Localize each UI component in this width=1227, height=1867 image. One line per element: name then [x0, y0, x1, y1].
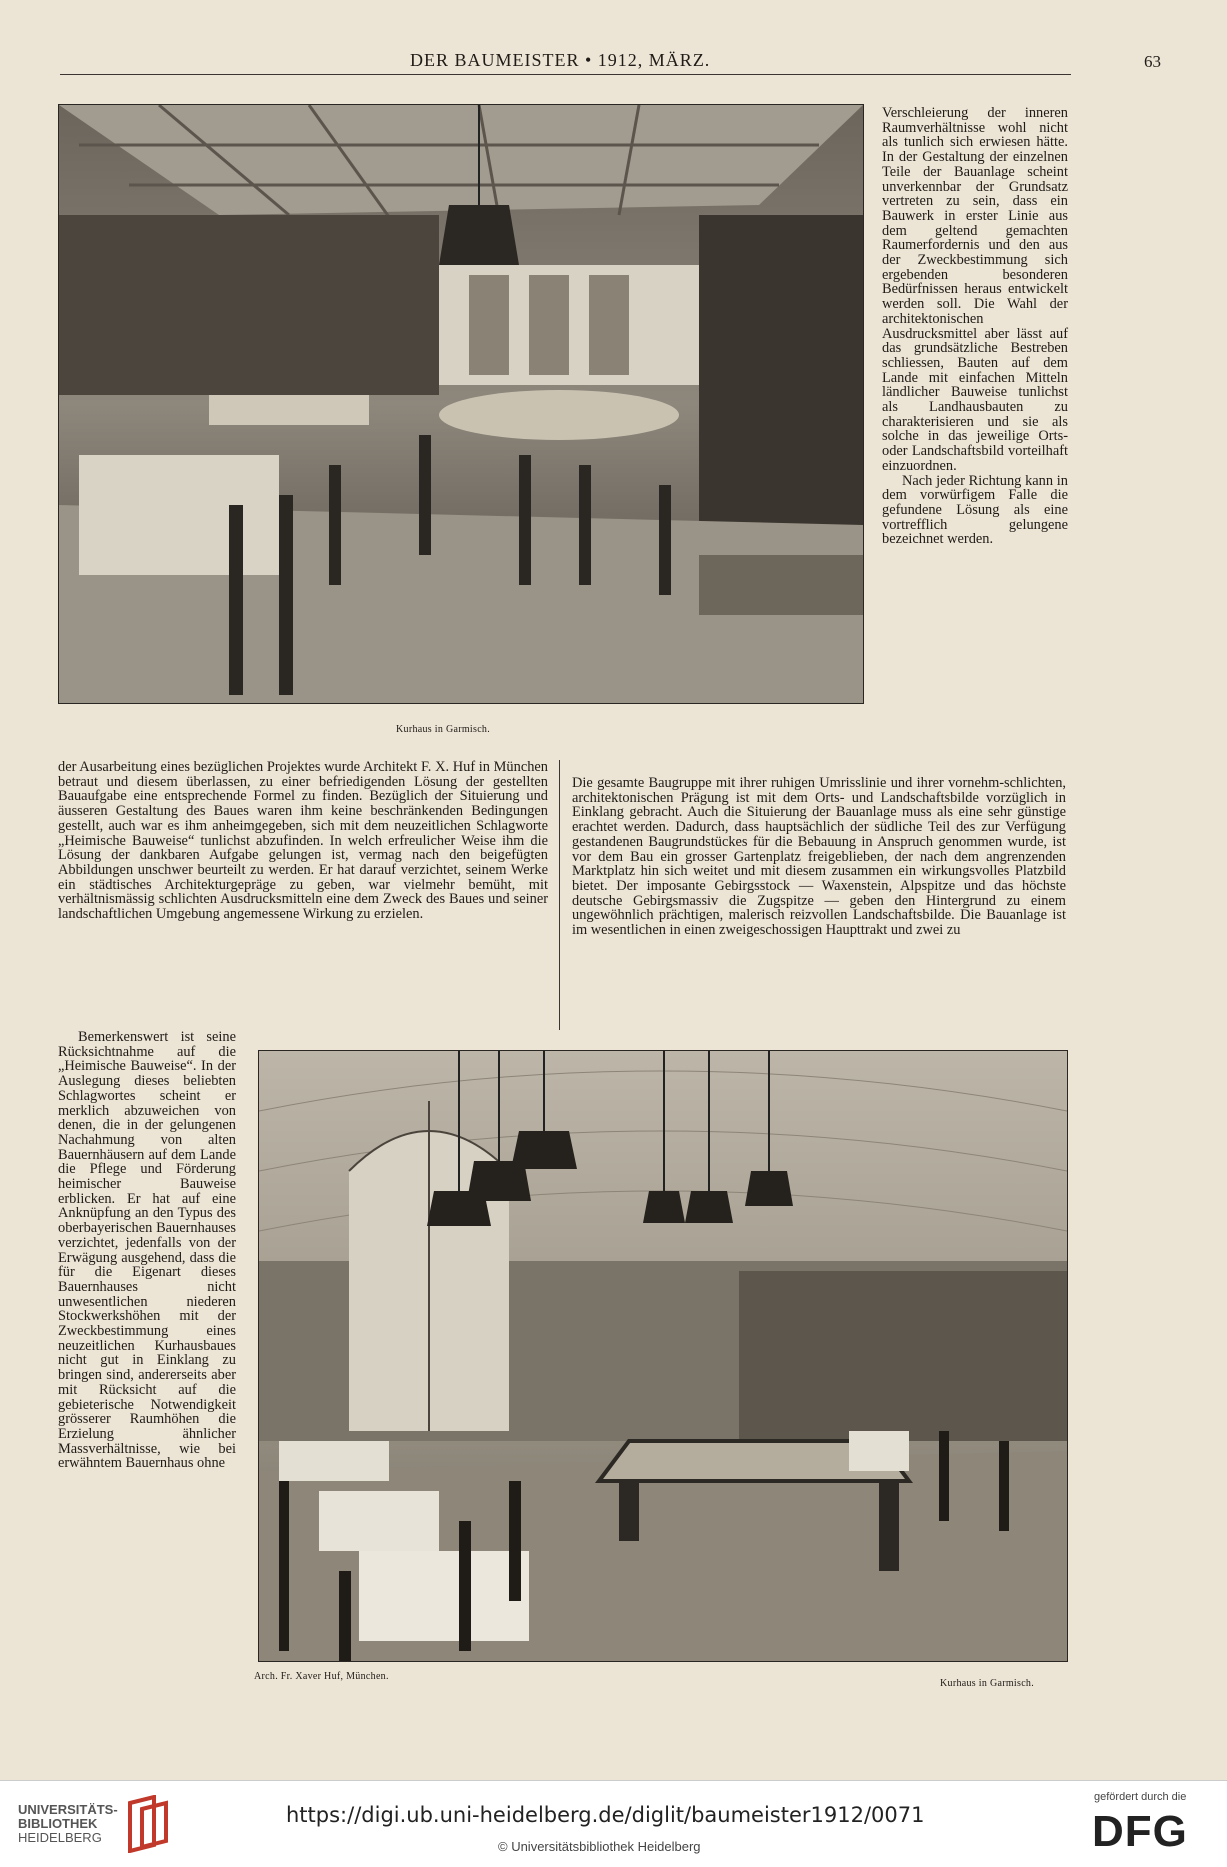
text-middle-left [58, 760, 548, 922]
library-name-line: HEIDELBERG [18, 1830, 102, 1845]
photo-dining-room [58, 104, 864, 704]
photo-billiard-hall [258, 1050, 1068, 1662]
caption-top-photo: Kurhaus in Garmisch. [396, 724, 491, 735]
library-name-line: BIBLIOTHEK [18, 1816, 98, 1831]
running-header [60, 48, 1161, 75]
page-number: 63 [1144, 52, 1161, 71]
funded-by-label: gefördert durch die [1094, 1791, 1187, 1803]
column-rule [559, 760, 560, 1030]
paragraph: Nach jeder Richtung kann in dem vorwürfigem Falle die gefundene Lösung als eine vortrefflich gelungene bezeichnet werden. [882, 472, 1068, 548]
paragraph: Bemerkenswert ist seine Rücksichtnahme auf die „Heimische Bauweise“. In der Auslegung dieses beliebten Schlagwortes scheint er merklich abzuweichen von denen, die in der gelungenen Nachahmung von alten Bauernhäusern auf dem Lande die Pflege und Förderung heimischer Bauweise erblicken. Er hat auf eine Anknüpfung an den Typus des oberbayerischen Bauernhauses verzichtet, jedenfalls von der Erwägung ausgehend, dass die für die Eigenart dieses Bauernhauses nicht unwesentlichen niederen Stockwerkshöhen mit der Zweckbestimmung eines neuzeitlichen Kurhausbaues nicht gut in Einklang zu bringen sind, andererseits aber mit Rücksicht auf die gebieterische Notwendigkeit grösserer Raumhöhen die Erzielung ähnlicher Massverhältnisse, wie bei erwähntem Bauernhaus ohne [58, 1029, 236, 1472]
library-mark-icon [124, 1795, 172, 1853]
paragraph: Verschleierung der inneren Raumverhältnisse wohl nicht als tunlich sich erwiesen hätte. In der Gestaltung der einzelnen Teile der Bauanlage scheint unverkennbar der Grundsatz vertreten zu sein, dass ein Bauwerk in erster Linie aus dem geltend gemachten Raumerfordernis und den aus der Zweckbestimmung sich ergebenden besonderen Bedürfnissen heraus entwickelt werden soll. Die Wahl der architektonischen Ausdrucksmittel aber lässt auf das grundsätzliche Bestreben schliessen, Bauten auf dem Lande mit einfachen Mitteln ländlicher Bauweise tunlichst als Landhausbauten zu charakterisieren und sie als solche in das jeweilige Orts- oder Landschaftsbild vorteilhaft einzuordnen. [882, 105, 1068, 474]
journal-title: DER BAUMEISTER • 1912, MÄRZ. [410, 50, 711, 70]
paragraph: Die gesamte Baugruppe mit ihrer ruhigen Umrisslinie und ihrer vornehm-schlichten, architektonischen Prägung ist mit dem Orts- und Landschaftsbilde vorzüglich in Einklang gebracht. Auch die Situierung der Bauanlage muss als eine sehr günstige erachtet werden. Dadurch, dass hauptsächlich der südliche Teil des zur Verfügung gestandenen Baugrundstückes für die Bebauung in Anspruch genommen wurde, ist vor dem Bau ein grosser Gartenplatz freigeblieben, der nach dem angrenzenden Marktplatz hin sich weitet und mit diesem zusammen ein wirkungsvolles Platzbild bietet. Der imposante Gebirgsstock — Waxenstein, Alpspitze und das höchste deutsche Gebirgsmassiv die Zugspitze — geben den Hintergrund zu einem ungewöhnlich prächtigen, malerisch reizvollen Landschaftsbilde. Die Bauanlage ist im wesentlichen in einen zweigeschossigen Haupttrakt und zwei zu [572, 775, 1066, 939]
dfg-logo[interactable]: DFG [1092, 1807, 1188, 1856]
text-middle-right [572, 776, 1066, 938]
permalink[interactable]: https://digi.ub.uni-heidelberg.de/diglit/baumeister1912/0071 [286, 1803, 925, 1827]
text-bottom-left [58, 1030, 236, 1471]
caption-bottom-right: Kurhaus in Garmisch. [940, 1678, 1035, 1689]
caption-bottom-left: Arch. Fr. Xaver Huf, München. [254, 1671, 389, 1682]
copyright-notice: © Universitätsbibliothek Heidelberg [498, 1839, 701, 1854]
library-logo[interactable] [18, 1803, 118, 1845]
paragraph: der Ausarbeitung eines bezüglichen Projektes wurde Architekt F. X. Huf in München betraut und diesem überlassen, zu einer befriedigenden Lösung der gestellten Bauaufgabe eine entsprechende Formel zu finden. Bezüglich der Situierung und äusseren Gestaltung des Baues waren ihm keine beschränkenden Bedingungen gestellt, auch war es ihm anheimgegeben, sich mit dem neuzeitlichen Schlagworte „Heimische Bauweise“ tunlichst abzufinden. In welch erfreulicher Weise ihm die Lösung der dankbaren Aufgabe gelungen ist, vermag nach den beigefügten Abbildungen unschwer beurteilt zu werden. Er hat darauf verzichtet, seinem Werke ein städtisches Architekturgepräge zu geben, war vielmehr bemüht, mit verhältnismässig schlichten Ausdrucksmitteln eine dem Zweck des Baues und seiner landschaftlichen Umgebung angemessene Wirkung zu erzielen. [58, 759, 548, 923]
library-name-line: UNIVERSITÄTS- [18, 1802, 118, 1817]
footer-bar [0, 1780, 1227, 1867]
text-right-column [882, 106, 1068, 547]
